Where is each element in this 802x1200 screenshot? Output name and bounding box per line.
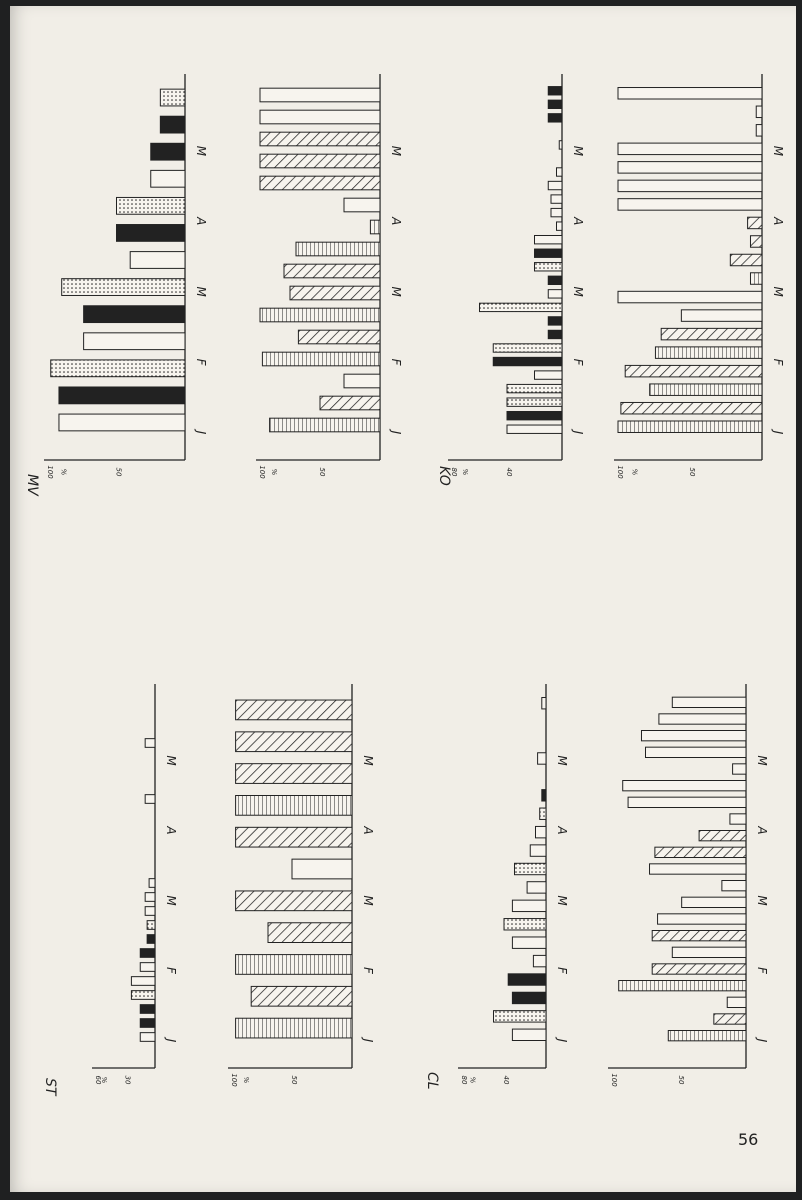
month-label: A xyxy=(389,217,403,226)
month-label: M xyxy=(361,755,375,766)
bar xyxy=(641,731,746,741)
bar xyxy=(730,254,762,265)
bar xyxy=(251,986,352,1006)
month-label: M xyxy=(771,286,785,297)
bar xyxy=(618,162,762,173)
bar xyxy=(672,947,746,957)
bar xyxy=(480,303,563,311)
y-tick-label: % xyxy=(270,468,278,476)
bar xyxy=(548,276,562,284)
bar xyxy=(559,141,562,149)
month-label: M xyxy=(194,145,208,157)
chart-ko-bottom xyxy=(614,74,785,479)
bar xyxy=(260,154,380,168)
bar xyxy=(652,931,746,941)
month-label: A xyxy=(755,826,769,835)
chart-mv-second xyxy=(256,74,403,479)
y-tick-label: 100 xyxy=(230,1073,238,1087)
month-label: A xyxy=(361,826,375,835)
month-label: M xyxy=(755,895,769,906)
bar xyxy=(140,1033,155,1042)
bar xyxy=(625,365,762,376)
bar xyxy=(147,935,155,944)
bar xyxy=(512,937,546,948)
month-label: F xyxy=(555,967,569,974)
chart-title: KO xyxy=(436,466,452,486)
bar xyxy=(714,1014,746,1024)
bar xyxy=(145,907,155,916)
y-tick-label: 40 xyxy=(502,1075,510,1085)
bar xyxy=(236,764,352,784)
bar xyxy=(284,264,380,278)
month-label: A xyxy=(555,826,569,835)
bar xyxy=(682,897,746,907)
bar xyxy=(493,357,562,365)
bar xyxy=(618,199,762,210)
chart-cl-top xyxy=(424,684,569,1090)
bar xyxy=(548,181,562,189)
bar xyxy=(750,236,762,247)
month-label: M xyxy=(194,286,208,297)
bar xyxy=(62,279,185,296)
bar xyxy=(131,991,155,1000)
bar xyxy=(618,421,762,432)
month-label: A xyxy=(164,826,178,835)
bar xyxy=(140,949,155,958)
bar xyxy=(51,360,185,377)
bar xyxy=(527,882,546,893)
bar xyxy=(236,827,352,847)
bar xyxy=(672,697,746,707)
y-tick-label: 80 xyxy=(460,1075,468,1085)
bar xyxy=(145,739,155,748)
bar xyxy=(722,881,746,891)
month-label: J xyxy=(164,1038,178,1043)
bar xyxy=(160,116,185,133)
month-label: F xyxy=(194,358,208,366)
month-label: J xyxy=(755,1038,769,1043)
bar xyxy=(236,891,352,911)
bar xyxy=(655,847,746,857)
bar xyxy=(557,168,563,176)
bar xyxy=(750,273,762,284)
bar xyxy=(504,919,546,930)
bar xyxy=(298,330,380,344)
y-tick-label: 40 xyxy=(505,467,513,477)
chart-title: ST xyxy=(42,1078,58,1096)
bar xyxy=(551,195,562,203)
chart-ko-top xyxy=(436,74,585,486)
y-tick-label: % xyxy=(468,1076,477,1084)
bar xyxy=(236,732,352,752)
bar xyxy=(140,1005,155,1014)
bar xyxy=(84,306,185,323)
bar xyxy=(658,914,746,924)
bar xyxy=(270,418,380,432)
bar xyxy=(668,1031,746,1041)
bar xyxy=(236,796,352,816)
bar xyxy=(59,414,185,431)
month-label: J xyxy=(771,430,785,435)
y-tick-label: 80 xyxy=(450,467,458,477)
y-tick-label: 50 xyxy=(318,467,326,477)
bar xyxy=(296,242,380,256)
month-label: F xyxy=(771,358,785,366)
bar xyxy=(160,89,185,106)
month-label: F xyxy=(755,967,769,974)
chart-title: MV xyxy=(24,474,40,496)
bar xyxy=(507,384,562,392)
bar xyxy=(290,286,380,300)
bar xyxy=(262,352,380,366)
bar xyxy=(548,317,562,325)
bar xyxy=(618,143,762,154)
bar xyxy=(650,384,762,395)
chart-cl-bottom xyxy=(608,684,769,1087)
y-tick-label: 30 xyxy=(123,1075,132,1085)
month-label: A xyxy=(194,217,208,226)
bar xyxy=(147,921,155,930)
y-tick-label: 100 xyxy=(616,465,624,479)
bar xyxy=(494,1011,547,1022)
bar xyxy=(533,955,546,966)
bar xyxy=(681,310,762,321)
bar xyxy=(260,88,380,102)
bar xyxy=(733,764,746,774)
bar xyxy=(131,977,155,986)
month-label: M xyxy=(361,895,375,906)
bar xyxy=(260,110,380,124)
y-tick-label: 60 xyxy=(94,1075,102,1085)
month-label: J xyxy=(194,430,208,435)
bar xyxy=(618,291,762,302)
bar xyxy=(530,845,546,856)
bar xyxy=(655,347,762,358)
bar xyxy=(535,249,563,257)
bar xyxy=(130,252,185,269)
bar xyxy=(268,923,352,943)
chart-mv-top xyxy=(24,74,208,497)
month-label: F xyxy=(164,967,178,974)
chart-st-bottom xyxy=(228,684,375,1087)
chart-title: CL xyxy=(424,1072,440,1090)
y-tick-label: % xyxy=(99,1076,108,1084)
bar xyxy=(548,114,562,122)
month-label: M xyxy=(389,286,403,297)
bar xyxy=(756,125,762,136)
bar xyxy=(140,963,155,972)
month-label: J xyxy=(571,430,585,435)
bar xyxy=(507,411,562,419)
bar xyxy=(236,1018,352,1038)
bar xyxy=(236,955,352,975)
y-tick-label: 50 xyxy=(114,467,123,477)
bar xyxy=(370,220,380,234)
bar xyxy=(536,826,547,837)
bar xyxy=(628,797,746,807)
bar xyxy=(659,714,746,724)
bar xyxy=(661,328,762,339)
month-label: J xyxy=(389,430,403,435)
bar xyxy=(540,808,546,819)
bar xyxy=(320,396,380,410)
bar xyxy=(512,1029,546,1040)
y-tick-label: 50 xyxy=(677,1075,685,1085)
bar xyxy=(730,814,746,824)
bar xyxy=(292,859,352,879)
bar xyxy=(551,208,562,216)
bar xyxy=(652,964,746,974)
y-tick-label: % xyxy=(461,468,469,476)
bar xyxy=(548,290,562,298)
month-label: F xyxy=(389,358,403,366)
y-tick-label: 100 xyxy=(258,465,266,479)
bar xyxy=(151,170,185,187)
bar xyxy=(515,863,547,874)
bar xyxy=(344,198,380,212)
bar xyxy=(260,308,380,322)
y-tick-label: % xyxy=(630,468,639,476)
y-tick-label: 100 xyxy=(46,465,54,479)
scanned-page xyxy=(10,6,796,1192)
bar xyxy=(507,398,562,406)
bar xyxy=(151,143,185,160)
bar xyxy=(756,106,762,117)
bar xyxy=(145,893,155,902)
bar xyxy=(59,387,185,404)
bar xyxy=(117,225,186,242)
bar xyxy=(117,197,186,214)
month-label: M xyxy=(755,755,769,766)
rotated-bar-chart-figure xyxy=(10,6,796,1192)
bar xyxy=(149,879,155,888)
bar xyxy=(84,333,185,350)
bar xyxy=(508,974,546,985)
bar xyxy=(538,753,546,764)
y-tick-label: % xyxy=(59,468,68,476)
month-label: M xyxy=(771,145,785,157)
bar xyxy=(542,698,546,709)
bar xyxy=(236,700,352,720)
month-label: J xyxy=(361,1038,375,1043)
bar xyxy=(493,344,562,352)
month-label: M xyxy=(571,286,585,297)
month-label: F xyxy=(571,358,585,366)
bar xyxy=(512,992,546,1003)
month-label: A xyxy=(771,217,785,226)
bar xyxy=(512,900,546,911)
bar xyxy=(535,263,563,271)
bar xyxy=(507,425,562,433)
bar xyxy=(260,176,380,190)
bar xyxy=(260,132,380,146)
bar xyxy=(646,747,747,757)
bar xyxy=(140,1019,155,1028)
month-label: M xyxy=(389,145,403,157)
bar xyxy=(623,781,746,791)
bar xyxy=(618,88,762,99)
month-label: A xyxy=(571,217,585,226)
bar xyxy=(344,374,380,388)
y-tick-label: % xyxy=(242,1076,250,1084)
bar xyxy=(621,402,762,413)
month-label: F xyxy=(361,967,375,974)
bar xyxy=(535,371,563,379)
month-label: M xyxy=(555,755,569,766)
bar xyxy=(618,180,762,191)
month-label: M xyxy=(571,145,585,157)
bar xyxy=(727,997,746,1007)
y-tick-label: 100 xyxy=(610,1073,618,1087)
month-label: J xyxy=(555,1038,569,1043)
bar xyxy=(619,981,746,991)
bar xyxy=(748,217,762,228)
bar xyxy=(548,87,562,95)
month-label: M xyxy=(555,895,569,906)
y-tick-label: 50 xyxy=(290,1075,298,1085)
month-label: M xyxy=(164,895,178,906)
bar xyxy=(145,795,155,804)
bar xyxy=(548,100,562,108)
y-tick-label: 50 xyxy=(688,467,696,477)
bar xyxy=(548,330,562,338)
bar xyxy=(699,831,746,841)
bar xyxy=(542,790,546,801)
chart-st-top xyxy=(42,684,178,1097)
bar xyxy=(535,235,563,243)
page-number: 56 xyxy=(738,1130,759,1149)
bar xyxy=(557,222,563,230)
bar xyxy=(650,864,746,874)
month-label: M xyxy=(164,755,178,766)
